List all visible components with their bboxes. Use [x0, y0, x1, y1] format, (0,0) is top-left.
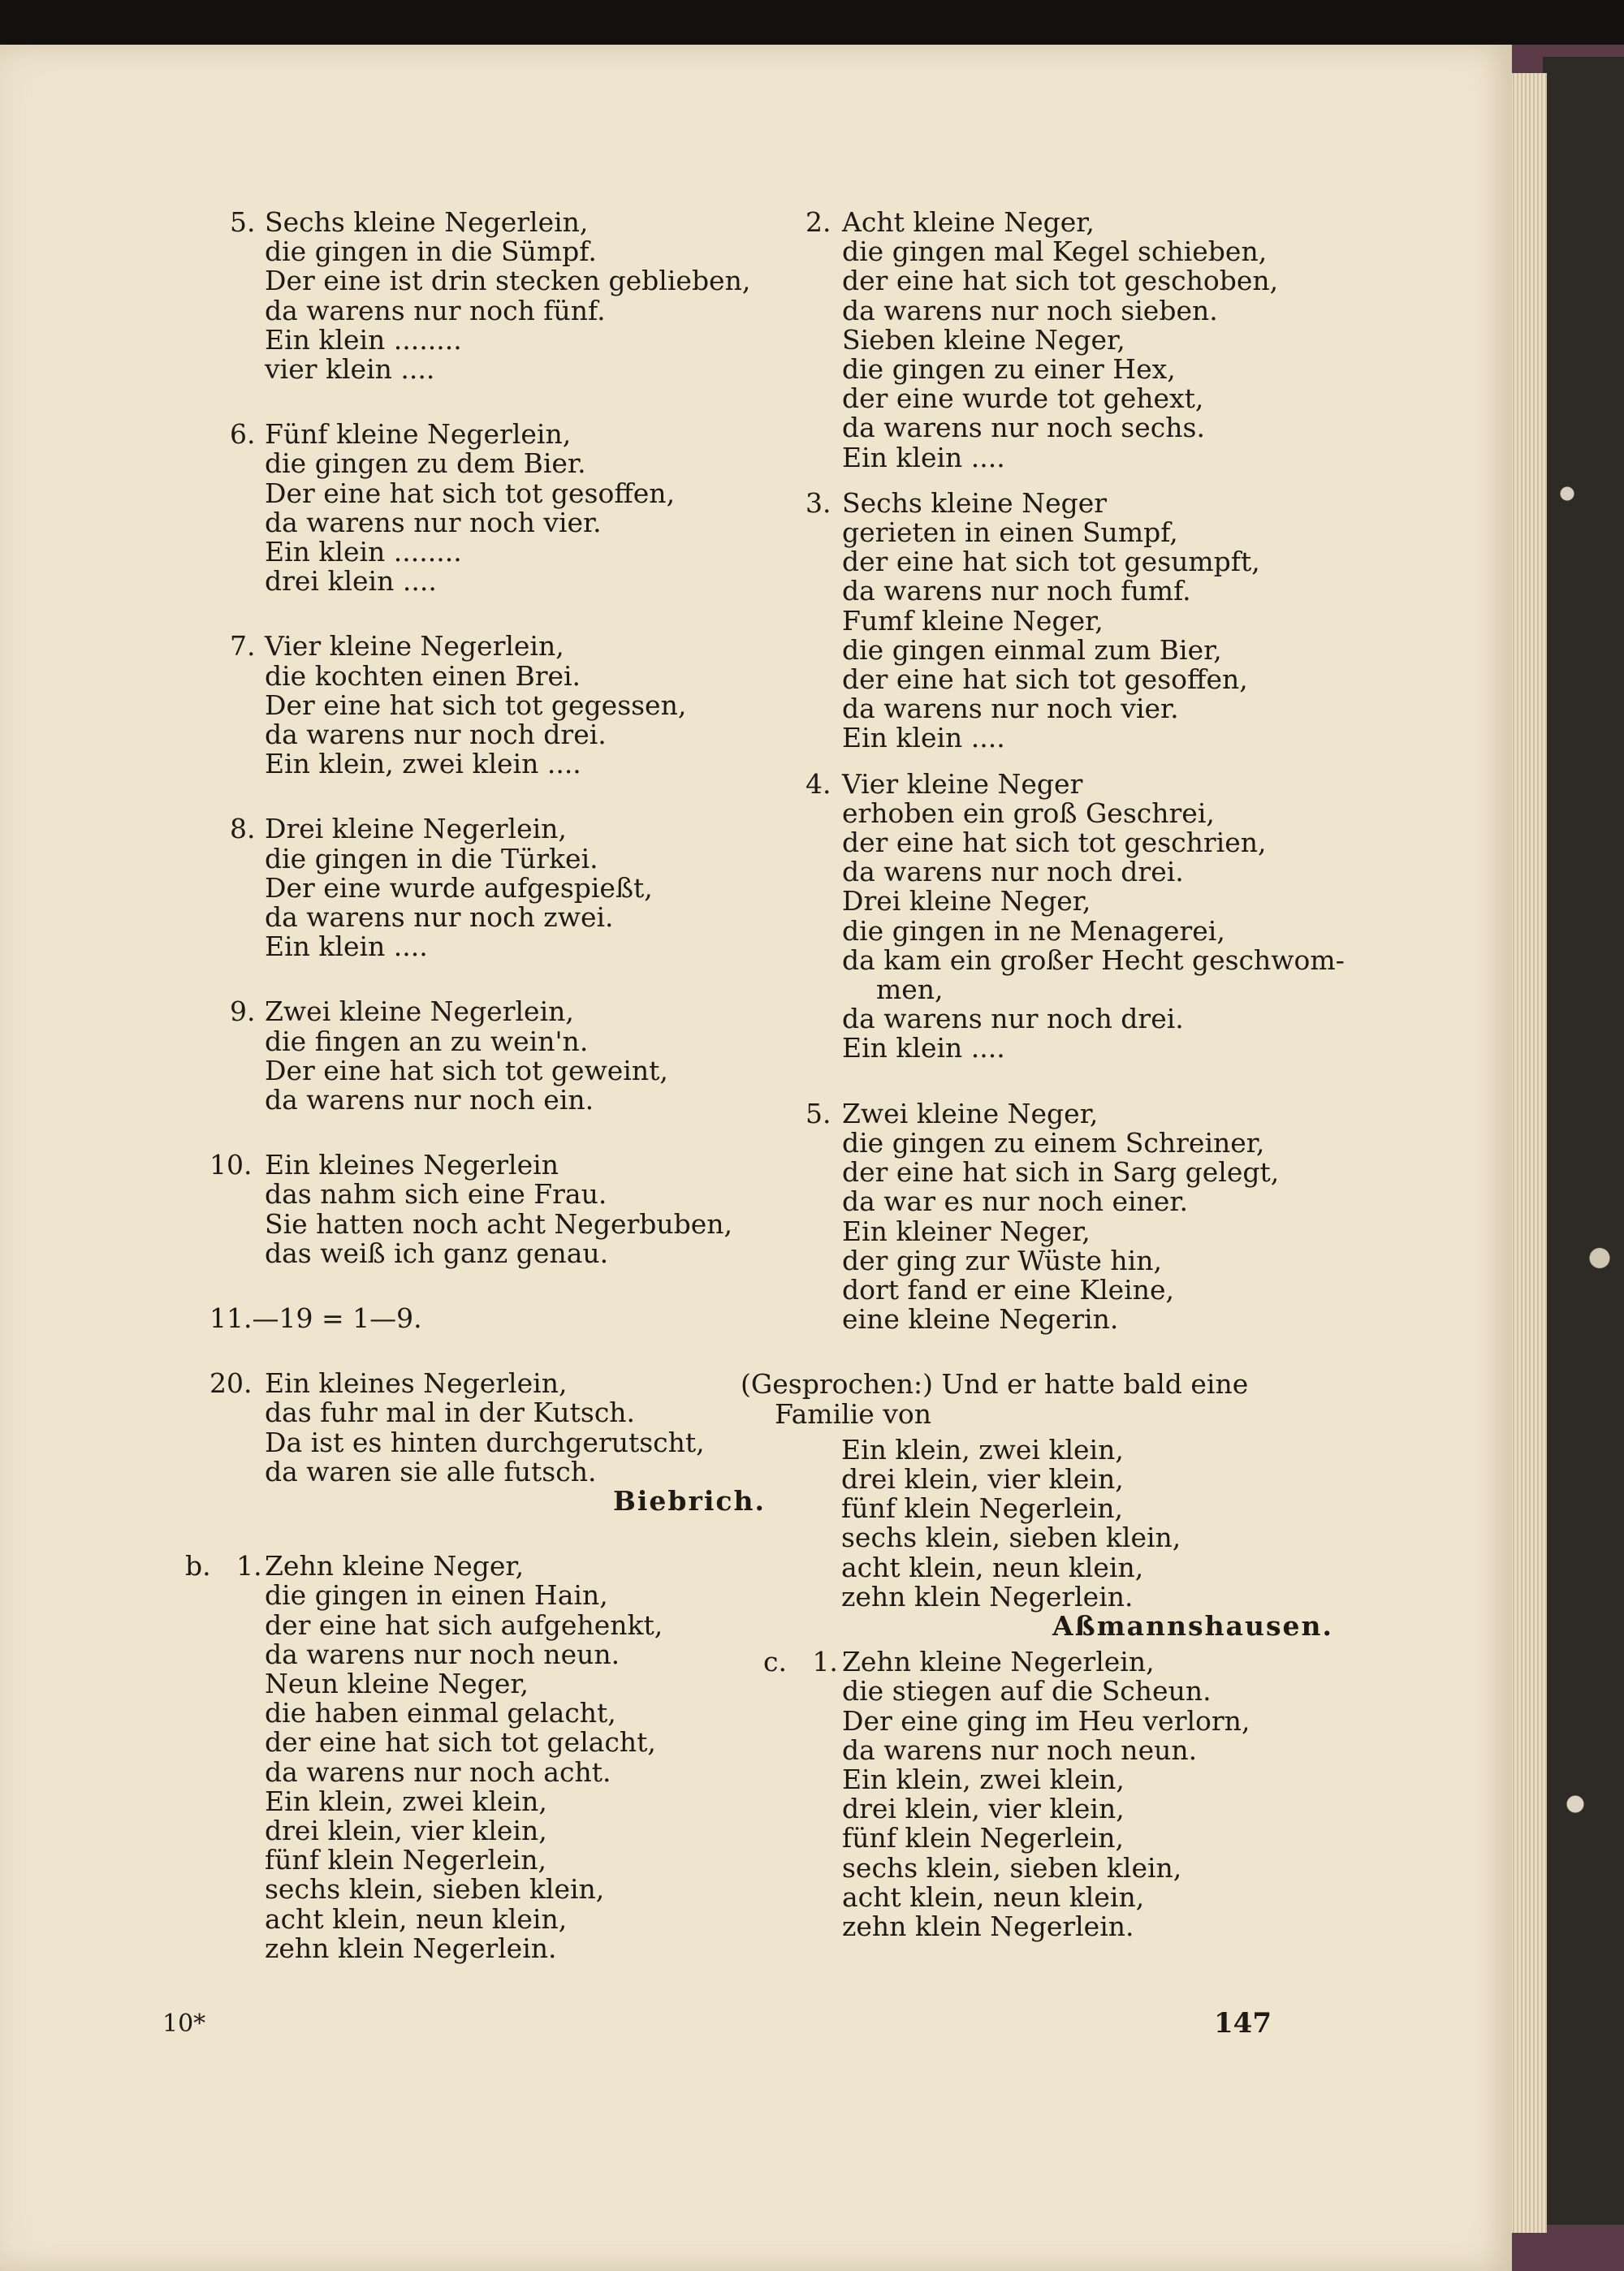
stanza-11-19 — [209, 1304, 745, 1333]
stanza-7 — [209, 632, 745, 779]
verse-line: das weiß ich ganz genau. — [265, 1237, 609, 1269]
verse-line: Der eine hat sich tot gegessen, — [265, 689, 687, 721]
left-column — [185, 206, 766, 1964]
stanza-lines — [741, 208, 1309, 473]
verse-line: die fingen an zu wein'n. — [265, 1025, 589, 1057]
verse-line: das nahm sich eine Frau. — [265, 1178, 607, 1211]
verse-line: Sechs kleine Neger — [842, 486, 1108, 519]
verse-line: die gingen in die Sümpf. — [265, 235, 597, 268]
signature-mark: 10* — [162, 2010, 206, 2038]
verse-line: drei klein .... — [265, 565, 437, 598]
stanza-10 — [209, 1151, 745, 1268]
place-name: Aßmannshausen. — [1052, 1609, 1333, 1642]
verse-line: erhoben ein groß Geschrei, — [842, 797, 1215, 829]
verse-line: Zehn kleine Negerlein, — [842, 1646, 1155, 1678]
stanza-number: 4. — [806, 767, 831, 800]
verse-line: die gingen in einen Hain, — [265, 1579, 608, 1612]
verse-line: Vier kleine Negerlein, — [265, 630, 564, 663]
verse-line: acht klein, neun klein, — [841, 1551, 1144, 1583]
verse-line: dort fand er eine Kleine, — [842, 1273, 1174, 1306]
stanza-number: 9. — [230, 995, 256, 1028]
verse-line: da warens nur noch drei. — [842, 1003, 1184, 1035]
verse-line: zehn klein Negerlein. — [842, 1910, 1134, 1942]
stanza-lines — [209, 814, 745, 961]
book-cover-marbled — [1543, 57, 1624, 2241]
stanza-5 — [209, 206, 751, 386]
stanza-b1 — [185, 1550, 745, 1964]
verse-line: acht klein, neun klein, — [842, 1880, 1145, 1913]
stanza-number: 5. — [806, 1097, 831, 1129]
verse-line: fünf klein Negerlein, — [841, 1492, 1124, 1525]
verse-line: Ein klein, zwei klein, — [265, 1785, 547, 1817]
spoken-lines — [741, 1433, 1333, 1642]
verse-line: Der eine ist drin stecken geblieben, — [265, 265, 751, 297]
verse-line: Ein klein .... — [842, 1032, 1005, 1064]
verse-line: die haben einmal gelacht, — [265, 1697, 616, 1729]
verse-line: Vier kleine Neger — [842, 767, 1083, 800]
verse-line: da war es nur noch einer. — [842, 1185, 1189, 1218]
stanza-lines — [209, 206, 751, 386]
verse-line: da warens nur noch vier. — [265, 506, 602, 538]
right-column — [741, 206, 1345, 1942]
verse-line: da warens nur noch fumf. — [842, 575, 1191, 607]
verse-line: der eine wurde tot gehext, — [842, 382, 1204, 415]
verse-line: die gingen einmal zum Bier, — [842, 633, 1222, 666]
verse-line: acht klein, neun klein, — [265, 1902, 568, 1935]
verse-line: zehn klein Negerlein. — [265, 1932, 557, 1964]
verse-line: die gingen mal Kegel schieben, — [842, 235, 1268, 268]
verse-line: Ein kleiner Neger, — [842, 1215, 1091, 1247]
verse-line: da warens nur noch neun. — [265, 1638, 620, 1670]
stanza-r3 — [741, 486, 1309, 754]
verse-line: Ein klein, zwei klein .... — [265, 748, 581, 780]
verse-line: drei klein, vier klein, — [265, 1814, 547, 1846]
stanza-lines — [209, 1367, 766, 1517]
verse-line: gerieten in einen Sumpf, — [842, 516, 1178, 549]
stanza-c1 — [741, 1647, 1309, 1941]
verse-line: Ein klein, zwei klein, — [841, 1433, 1124, 1466]
verse-line: der eine hat sich tot geschoben, — [842, 265, 1279, 297]
verse-line: da warens nur noch drei. — [842, 856, 1184, 888]
verse-line: da warens nur noch sechs. — [842, 412, 1205, 444]
place-name: Biebrich. — [613, 1484, 766, 1517]
verse-line: Neun kleine Neger, — [265, 1667, 529, 1699]
verse-line: Zwei kleine Neger, — [842, 1097, 1099, 1129]
verse-line: Sie hatten noch acht Negerbuben, — [265, 1207, 733, 1240]
stanza-number: 6. — [230, 418, 256, 451]
verse-line: Ein klein .... — [265, 930, 428, 963]
verse-line: Ein kleines Negerlein, — [265, 1367, 568, 1400]
stanza-range: 11.—19 = 1—9. — [209, 1302, 422, 1335]
verse-line: da warens nur noch sieben. — [842, 294, 1218, 326]
verse-line: da warens nur noch acht. — [265, 1755, 611, 1788]
verse-line: Fumf kleine Neger, — [842, 604, 1104, 637]
stanza-number: c. 1. — [763, 1646, 838, 1678]
verse-line: zehn klein Negerlein. — [841, 1580, 1134, 1613]
verse-line: da warens nur noch fünf. — [265, 294, 606, 326]
verse-line: Fünf kleine Negerlein, — [265, 418, 572, 451]
stanza-number: 2. — [806, 206, 831, 238]
verse-line: da warens nur noch zwei. — [265, 901, 614, 934]
stanza-lines — [209, 420, 745, 596]
verse-line: Ein klein .... — [842, 441, 1005, 473]
verse-line: drei klein, vier klein, — [842, 1793, 1125, 1825]
verse-line: Drei kleine Neger, — [842, 885, 1091, 917]
verse-line: Zehn kleine Neger, — [265, 1550, 525, 1582]
verse-line: die gingen in ne Menagerei, — [842, 914, 1225, 947]
stanza-number: 8. — [230, 813, 256, 845]
verse-line: sechs klein, sieben klein, — [265, 1873, 605, 1906]
verse-line: der eine hat sich tot gesumpft, — [842, 546, 1260, 578]
verse-line: Zwei kleine Negerlein, — [265, 995, 574, 1028]
top-dark-strip — [0, 0, 1624, 47]
stanza-lines — [741, 767, 1345, 1064]
stanza-6 — [209, 420, 745, 596]
stanza-number: 3. — [806, 486, 831, 519]
verse-line: die kochten einen Brei. — [265, 659, 581, 692]
verse-line: die gingen zu dem Bier. — [265, 447, 586, 480]
stanza-lines — [741, 1099, 1309, 1335]
stanza-number: 20. — [209, 1367, 253, 1400]
stanza-number: 10. — [209, 1149, 253, 1181]
verse-line: die gingen zu einer Hex, — [842, 353, 1176, 386]
spoken-intro-line: (Gesprochen:) Und er hatte bald eine — [741, 1368, 1249, 1401]
verse-line: die stiegen auf die Scheun. — [842, 1675, 1212, 1708]
stanza-number: 5. — [230, 206, 256, 238]
verse-line: Der eine wurde aufgespießt, — [265, 871, 653, 904]
verse-line: Der eine hat sich tot gesoffen, — [265, 477, 676, 509]
verse-line: vier klein .... — [265, 353, 435, 386]
verse-line: Ein kleines Negerlein — [265, 1149, 559, 1181]
stanza-r5 — [741, 1099, 1309, 1335]
verse-line: da warens nur noch neun. — [842, 1733, 1198, 1766]
verse-line: Ein klein ........ — [265, 536, 462, 568]
verse-line: da warens nur noch vier. — [842, 693, 1179, 725]
stanza-8 — [209, 814, 745, 961]
verse-line: der eine hat sich in Sarg gelegt, — [842, 1156, 1280, 1189]
verse-line: sechs klein, sieben klein, — [841, 1522, 1181, 1554]
verse-line: der eine hat sich tot gelacht, — [265, 1726, 656, 1759]
stanza-lines — [209, 1552, 745, 1963]
verse-line: das fuhr mal in der Kutsch. — [265, 1397, 636, 1429]
stanza-r2 — [741, 208, 1309, 473]
verse-line: der eine hat sich tot geschrien, — [842, 827, 1267, 859]
page-number: 147 — [1214, 2007, 1272, 2040]
stanza-20 — [209, 1367, 766, 1517]
verse-line: da waren sie alle futsch. — [265, 1455, 597, 1487]
verse-line: Ein klein ........ — [265, 323, 462, 356]
stanza-lines — [741, 486, 1309, 754]
verse-line: fünf klein Negerlein, — [265, 1844, 547, 1876]
verse-line: der eine hat sich tot gesoffen, — [842, 663, 1248, 696]
stanza-lines — [209, 1151, 745, 1268]
stanza-lines — [209, 632, 745, 779]
verse-line: Drei kleine Negerlein, — [265, 813, 567, 845]
verse-line: Der eine hat sich tot geweint, — [265, 1054, 668, 1086]
verse-line: da kam ein großer Hecht geschwom- — [842, 943, 1345, 976]
stanza-lines — [209, 997, 745, 1115]
stanza-number: b. 1. — [185, 1550, 262, 1582]
verse-line: Acht kleine Neger, — [842, 206, 1095, 238]
spoken-section — [741, 1368, 1333, 1642]
verse-line: der eine hat sich aufgehenkt, — [265, 1608, 663, 1641]
verse-line: Sieben kleine Neger, — [842, 323, 1125, 356]
stanza-number: 7. — [230, 630, 256, 663]
verse-line: Sechs kleine Negerlein, — [265, 206, 589, 238]
verse-line: eine kleine Negerin. — [842, 1303, 1119, 1336]
verse-line: Ein klein .... — [842, 722, 1005, 754]
verse-line: da warens nur noch drei. — [265, 719, 607, 751]
stanza-9 — [209, 997, 745, 1115]
verse-line: Ein klein, zwei klein, — [842, 1763, 1125, 1795]
verse-line: men, — [842, 974, 944, 1006]
verse-line: Da ist es hinten durchgerutscht, — [265, 1426, 705, 1458]
verse-line: Der eine ging im Heu verlorn, — [842, 1704, 1250, 1737]
verse-line: sechs klein, sieben klein, — [842, 1851, 1182, 1884]
verse-line: die gingen in die Türkei. — [265, 842, 598, 874]
verse-line: drei klein, vier klein, — [841, 1462, 1124, 1495]
verse-line: fünf klein Negerlein, — [842, 1822, 1125, 1854]
spoken-intro-line: Familie von — [741, 1397, 932, 1430]
verse-line: der ging zur Wüste hin, — [842, 1244, 1162, 1276]
verse-line: die gingen zu einem Schreiner, — [842, 1126, 1265, 1159]
stanza-r4 — [741, 767, 1345, 1064]
verse-line: da warens nur noch ein. — [265, 1084, 594, 1116]
stanza-lines — [741, 1647, 1309, 1941]
